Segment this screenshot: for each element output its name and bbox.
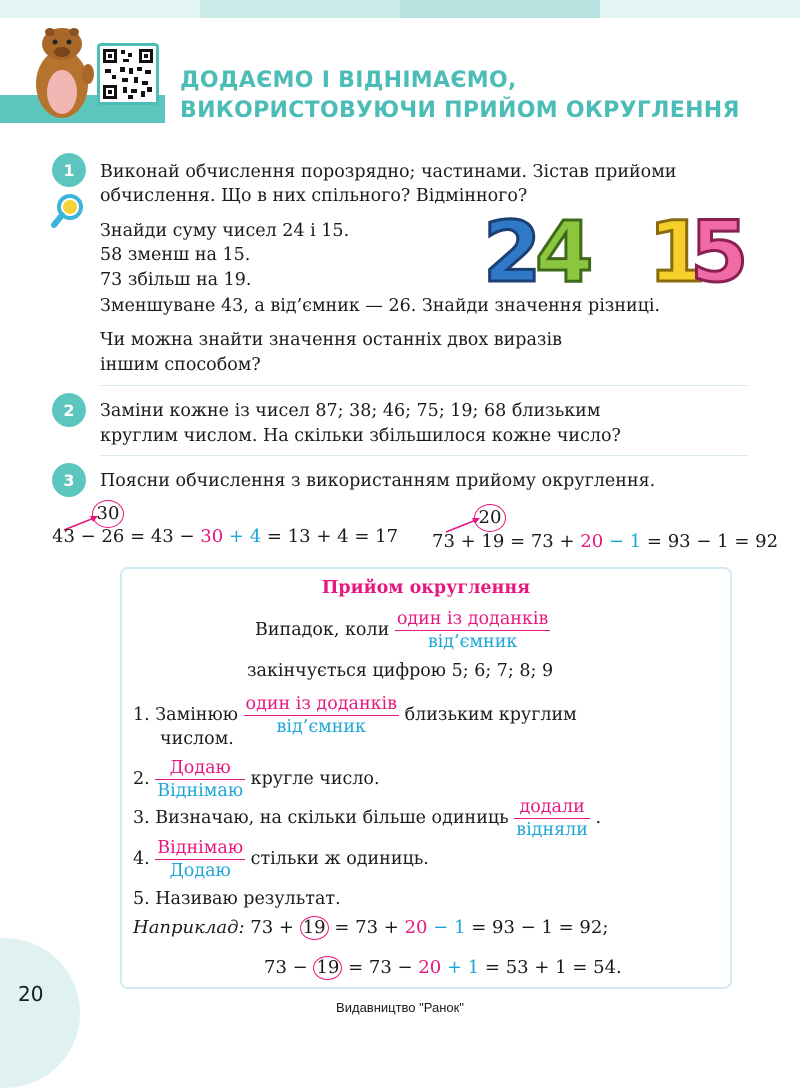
- rule-step-3-prefix: 3. Визначаю, на скільки більше одиниць: [133, 808, 509, 828]
- rule-step-2-prefix: 2.: [133, 769, 150, 789]
- rule-step-4-fraction: [155, 837, 245, 882]
- circled-number-30: [92, 500, 124, 528]
- rule-case-fraction: [395, 608, 550, 653]
- rule-step-1-fraction: [244, 693, 399, 738]
- rule-step-2-frac-top: Додаю: [155, 757, 245, 780]
- top-bar-1: [0, 0, 200, 18]
- ex1-blue: + 4: [223, 526, 262, 547]
- magnifier-icon: [50, 192, 86, 230]
- task-2-text-line2: круглим числом. На скільки збільшилося кожне число?: [100, 426, 621, 446]
- rule-ex1-b: = 73 +: [328, 917, 405, 938]
- page-title-line1: ДОДАЄМО І ВІДНІМАЄМО,: [180, 68, 517, 93]
- rule-ex2-a: 73 −: [264, 957, 314, 978]
- rule-step-1-line2: числом.: [160, 729, 234, 749]
- rule-ex2-blue: + 1: [441, 957, 480, 978]
- rule-step-4-frac-top: Віднімаю: [157, 838, 244, 858]
- ex1-part-a: 43 − 26 = 43 −: [52, 526, 201, 547]
- task-1-question-line2: іншим способом?: [100, 355, 261, 375]
- rule-case-prefix: Випадок, коли: [255, 620, 390, 640]
- rule-example-label: Наприклад:: [133, 917, 245, 938]
- rule-step-3-fraction: [514, 796, 590, 841]
- rule-step-5: 5. Називаю результат.: [133, 889, 341, 909]
- decorative-number-4: 4: [535, 203, 594, 301]
- rule-step-1-frac-bottom: від’ємник: [276, 717, 366, 737]
- separator-1: [100, 385, 748, 386]
- rule-step-3: [133, 796, 601, 841]
- qr-code-icon[interactable]: [97, 43, 159, 105]
- rule-ex2-pink: 20: [418, 957, 442, 978]
- circled-number-20: [474, 504, 506, 532]
- task-3-text: Поясни обчислення з використанням прийому округлення.: [100, 471, 656, 491]
- rule-step-1-suffix: близьким круглим: [404, 705, 577, 725]
- top-bar-4: [600, 0, 800, 18]
- ex1-part-c: = 13 + 4 = 17: [261, 526, 399, 547]
- rule-case-end: закінчується цифрою 5; 6; 7; 8; 9: [247, 661, 554, 681]
- separator-2: [100, 455, 748, 456]
- circled-number-30-text: 30: [96, 503, 120, 524]
- rule-example-2: [264, 956, 622, 980]
- rule-step-3-suffix: .: [595, 808, 602, 828]
- ex2-part-a: 73 + 19 = 73 +: [432, 531, 581, 552]
- rule-ex1-a: 73 +: [250, 917, 300, 938]
- decorative-number-1: 1: [648, 203, 707, 301]
- rule-ex1-pink: 20: [404, 917, 428, 938]
- task-2-number: 2: [52, 393, 86, 427]
- task-1-number: 1: [52, 153, 86, 187]
- rule-step-2-suffix: кругле число.: [250, 769, 380, 789]
- ex2-part-c: = 93 − 1 = 92: [641, 531, 779, 552]
- rule-step-2-frac-bottom: Віднімаю: [157, 781, 244, 801]
- task-1-text-line1: Виконай обчислення порозрядно; частинами. Зістав прийоми: [100, 162, 677, 182]
- rule-step-4-suffix: стільки ж одиниць.: [250, 849, 429, 869]
- rule-step-3-frac-top: додали: [514, 796, 590, 819]
- ex1-pink: 30: [200, 526, 224, 547]
- task-1-text-line2: обчислення. Що в них спільного? Відмінного?: [100, 186, 528, 206]
- task-1-item-1: Знайди суму чисел 24 і 15.: [100, 221, 350, 241]
- task-2-text-line1: Заміни кожне із чисел 87; 38; 46; 75; 19; 68 близьким: [100, 401, 601, 421]
- rule-ex1-blue: − 1: [427, 917, 466, 938]
- rule-step-1-frac-top: один із доданків: [245, 694, 398, 714]
- task-1-question-line1: Чи можна знайти значення останніх двох виразів: [100, 330, 562, 350]
- rule-step-4-frac-bottom: Додаю: [169, 861, 231, 881]
- rule-step-1-prefix: 1. Замінюю: [133, 705, 238, 725]
- rule-case-frac-bottom: від’ємник: [427, 632, 518, 652]
- rule-step-4-prefix: 4.: [133, 849, 150, 869]
- top-bar-2: [200, 0, 400, 18]
- task-3-number: 3: [52, 463, 86, 497]
- rule-ex2-b: = 73 −: [342, 957, 419, 978]
- rule-example-1: [133, 916, 608, 940]
- top-bar-3: [400, 0, 600, 18]
- task-1-item-3: 73 збільш на 19.: [100, 270, 252, 290]
- rule-title: Прийом округлення: [321, 578, 531, 598]
- capybara-mascot-icon: [22, 22, 102, 122]
- page-number: 20: [18, 982, 44, 1006]
- ex2-pink: 20: [580, 531, 604, 552]
- rule-case-line: [255, 608, 550, 653]
- task-1-item-2: 58 зменш на 15.: [100, 245, 251, 265]
- rule-ex2-c: = 53 + 1 = 54.: [479, 957, 622, 978]
- task-1-item-4: Зменшуване 43, а від’ємник — 26. Знайди значення різниці.: [100, 296, 661, 316]
- circled-number-20-text: 20: [478, 507, 502, 528]
- rule-ex1-ring: 19: [300, 916, 329, 940]
- ex2-blue: − 1: [603, 531, 642, 552]
- publisher-credit: Видавництво "Ранок": [336, 1000, 464, 1015]
- task-3-example-2: [432, 531, 778, 552]
- rule-step-3-frac-bottom: відняли: [516, 820, 588, 840]
- rule-ex2-ring: 19: [313, 956, 342, 980]
- decorative-number-2: 2: [483, 203, 542, 301]
- rule-case-frac-top: один із доданків: [396, 609, 549, 629]
- task-3-example-1: [52, 526, 398, 547]
- rule-step-4: [133, 837, 429, 882]
- rule-ex1-c: = 93 − 1 = 92;: [465, 917, 609, 938]
- page-title-line2: ВИКОРИСТОВУЮЧИ ПРИЙОМ ОКРУГЛЕННЯ: [180, 98, 740, 123]
- decorative-number-5: 5: [690, 203, 749, 301]
